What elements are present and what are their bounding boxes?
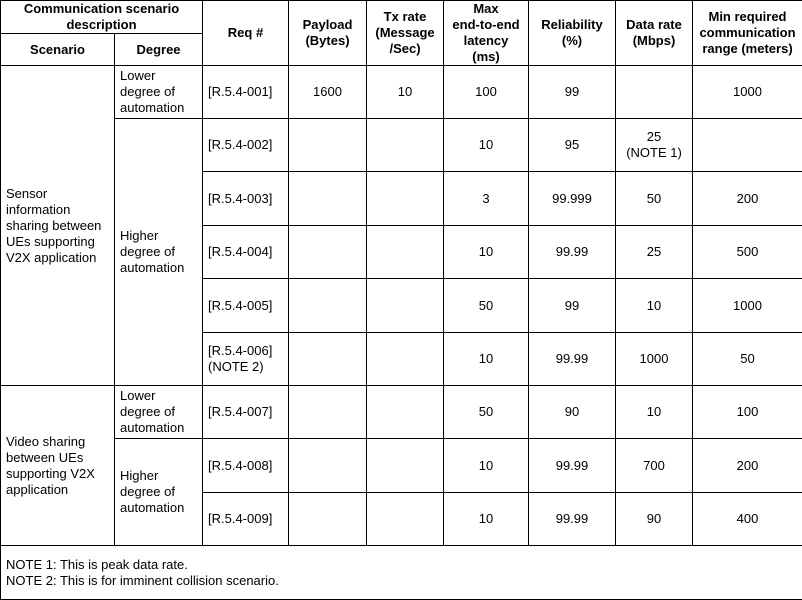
- payload-cell: [289, 386, 367, 439]
- payload-cell: 1600: [289, 66, 367, 119]
- tx-rate-cell: [367, 333, 444, 386]
- table-row: [1, 66, 802, 119]
- latency-cell: 50: [444, 386, 529, 439]
- tx-rate-cell: [367, 119, 444, 172]
- degree-cell: Higher degree of automation: [115, 439, 203, 546]
- latency-cell: 3: [444, 172, 529, 226]
- header-scenario: Scenario: [1, 34, 115, 66]
- payload-cell: [289, 493, 367, 546]
- range-cell: 500: [693, 226, 802, 279]
- req-cell: [R.5.4-003]: [203, 172, 289, 226]
- payload-cell: [289, 439, 367, 493]
- header-row-1: [1, 1, 802, 34]
- degree-cell: Lower degree of automation: [115, 66, 203, 119]
- notes-cell: [1, 546, 802, 600]
- data-rate-cell: 90: [616, 493, 693, 546]
- header-req: Req #: [203, 1, 289, 66]
- req-cell: [R.5.4-006] (NOTE 2): [203, 333, 289, 386]
- header-tx-rate: Tx rate (Message /Sec): [367, 1, 444, 66]
- reliability-cell: 90: [529, 386, 616, 439]
- latency-cell: 10: [444, 226, 529, 279]
- header-degree: Degree: [115, 34, 203, 66]
- reliability-cell: 99.99: [529, 333, 616, 386]
- tx-rate-cell: [367, 279, 444, 333]
- payload-cell: [289, 226, 367, 279]
- req-cell: [R.5.4-005]: [203, 279, 289, 333]
- scenario-cell: Video sharing between UEs supporting V2X application: [1, 386, 115, 546]
- range-cell: 200: [693, 439, 802, 493]
- note-1: NOTE 1: This is peak data rate.: [6, 556, 188, 572]
- latency-cell: 10: [444, 493, 529, 546]
- header-latency: Max end-to-end latency (ms): [444, 1, 529, 66]
- data-rate-cell: 10: [616, 386, 693, 439]
- payload-cell: [289, 119, 367, 172]
- req-cell: [R.5.4-001]: [203, 66, 289, 119]
- payload-cell: [289, 172, 367, 226]
- range-cell: 400: [693, 493, 802, 546]
- degree-cell: Higher degree of automation: [115, 119, 203, 386]
- req-cell: [R.5.4-004]: [203, 226, 289, 279]
- table-row: [1, 386, 802, 439]
- latency-cell: 10: [444, 119, 529, 172]
- reliability-cell: 99.99: [529, 493, 616, 546]
- latency-cell: 50: [444, 279, 529, 333]
- reliability-cell: 99.99: [529, 226, 616, 279]
- header-payload: Payload (Bytes): [289, 1, 367, 66]
- degree-cell: Lower degree of automation: [115, 386, 203, 439]
- reliability-cell: 99: [529, 66, 616, 119]
- reliability-cell: 99.999: [529, 172, 616, 226]
- range-cell: [693, 119, 802, 172]
- req-cell: [R.5.4-002]: [203, 119, 289, 172]
- payload-cell: [289, 333, 367, 386]
- tx-rate-cell: 10: [367, 66, 444, 119]
- req-cell: [R.5.4-007]: [203, 386, 289, 439]
- range-cell: 100: [693, 386, 802, 439]
- tx-rate-cell: [367, 226, 444, 279]
- tx-rate-cell: [367, 386, 444, 439]
- latency-cell: 100: [444, 66, 529, 119]
- payload-cell: [289, 279, 367, 333]
- req-cell: [R.5.4-008]: [203, 439, 289, 493]
- req-cell: [R.5.4-009]: [203, 493, 289, 546]
- data-rate-cell: [616, 66, 693, 119]
- tx-rate-cell: [367, 493, 444, 546]
- header-communication-scenario: Communication scenario description: [1, 1, 203, 34]
- latency-cell: 10: [444, 439, 529, 493]
- data-rate-cell: 50: [616, 172, 693, 226]
- range-cell: 1000: [693, 279, 802, 333]
- header-range: Min required communication range (meters): [693, 1, 802, 66]
- header-reliability: Reliability (%): [529, 1, 616, 66]
- tx-rate-cell: [367, 172, 444, 226]
- range-cell: 1000: [693, 66, 802, 119]
- reliability-cell: 99.99: [529, 439, 616, 493]
- data-rate-cell: 1000: [616, 333, 693, 386]
- data-rate-cell: 25 (NOTE 1): [616, 119, 693, 172]
- note-2: NOTE 2: This is for imminent collision scenario.: [6, 572, 279, 588]
- latency-cell: 10: [444, 333, 529, 386]
- header-data-rate: Data rate (Mbps): [616, 1, 693, 66]
- reliability-cell: 95: [529, 119, 616, 172]
- data-rate-cell: 25: [616, 226, 693, 279]
- data-rate-cell: 10: [616, 279, 693, 333]
- notes-row: [1, 546, 802, 600]
- reliability-cell: 99: [529, 279, 616, 333]
- range-cell: 200: [693, 172, 802, 226]
- table-row: [1, 439, 802, 493]
- table-row: [1, 119, 802, 172]
- scenario-cell: Sensor information sharing between UEs supporting V2X application: [1, 66, 115, 386]
- range-cell: 50: [693, 333, 802, 386]
- tx-rate-cell: [367, 439, 444, 493]
- data-rate-cell: 700: [616, 439, 693, 493]
